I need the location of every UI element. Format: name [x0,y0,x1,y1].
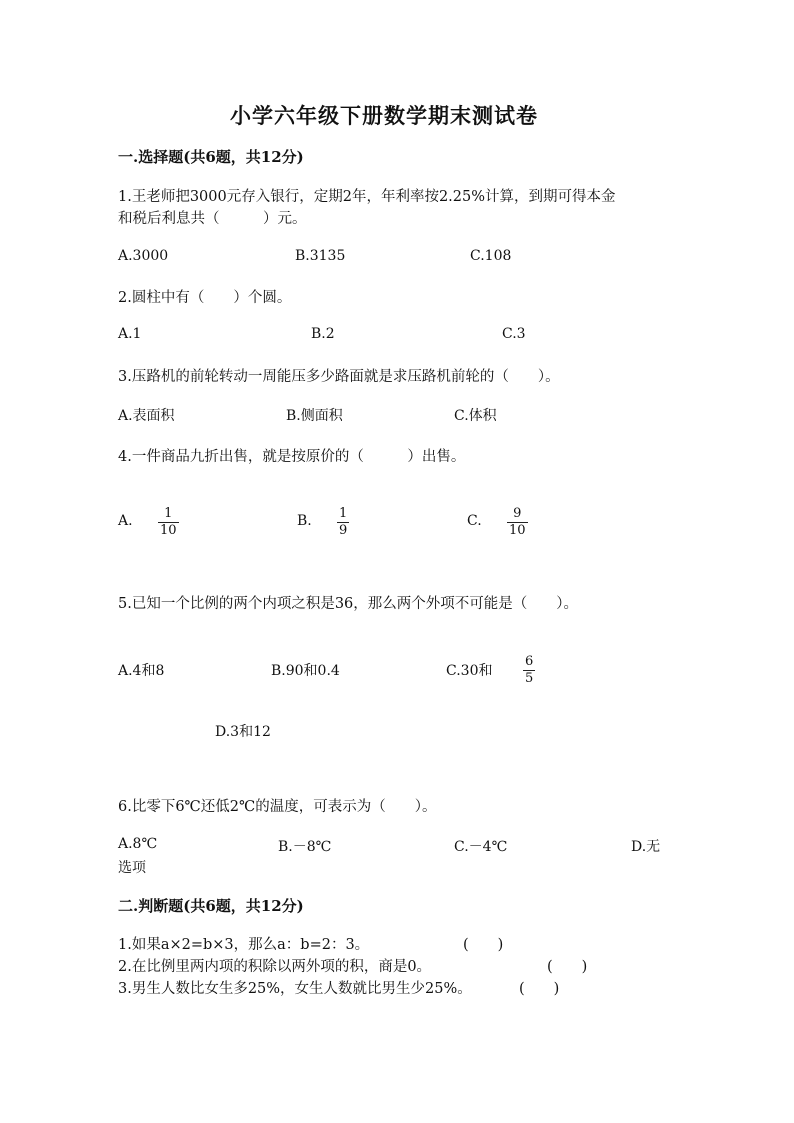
question-3: 3.压路机的前轮转动一周能压多少路面就是求压路机前轮的（ ）。 [118,369,560,385]
section-heading-judge: 二.判断题(共6题，共12分) [118,897,304,915]
fraction-denominator: 9 [339,523,348,538]
q2-option-c[interactable]: C.3 [502,326,526,342]
q4-option-a-label[interactable]: A. [118,513,133,529]
fraction-denominator: 10 [509,523,526,538]
judge-item-3: 3.男生人数比女生多25%，女生人数就比男生少25%。 [118,981,472,997]
judge-item-3-answer[interactable]: ( ) [519,981,560,997]
judge-item-2-answer[interactable]: ( ) [547,959,588,975]
q1-option-c[interactable]: C.108 [470,248,512,264]
fraction-numerator: 6 [525,654,534,669]
q3-option-a[interactable]: A.表面积 [118,408,175,424]
q6-option-b[interactable]: B.－8℃ [278,839,332,855]
question-5: 5.已知一个比例的两个内项之积是36，那么两个外项不可能是（ ）。 [118,596,579,612]
q6-option-d[interactable]: D.无 [631,839,661,855]
question-1-line-1: 1.王老师把3000元存入银行，定期2年，年利率按2.25%计算，到期可得本金 [118,189,616,205]
question-4: 4.一件商品九折出售，就是按原价的（ ）出售。 [118,449,466,465]
q1-option-b[interactable]: B.3135 [295,248,346,264]
q6-option-c[interactable]: C.－4℃ [454,839,508,855]
fraction-denominator: 10 [160,523,177,538]
q6-option-d-wrap: 选项 [118,860,146,876]
fraction-denominator: 5 [525,671,534,686]
question-6: 6.比零下6℃还低2℃的温度，可表示为（ ）。 [118,799,437,815]
q5-option-d[interactable]: D.3和12 [215,724,271,740]
q3-option-b[interactable]: B.侧面积 [286,408,343,424]
fraction-numerator: 1 [339,506,348,521]
q5-option-c-label[interactable]: C.30和 [446,663,493,679]
fraction-numerator: 1 [164,506,173,521]
q5-option-a[interactable]: A.4和8 [118,663,165,679]
q6-option-a[interactable]: A.8℃ [118,836,158,852]
q1-option-a[interactable]: A.3000 [118,248,169,264]
q4-option-b-label[interactable]: B. [297,513,312,529]
q4-option-c-label[interactable]: C. [467,513,482,529]
q2-option-b[interactable]: B.2 [311,326,335,342]
question-2: 2.圆柱中有（ ）个圆。 [118,290,292,306]
q4-option-a-fraction [158,507,179,538]
q5-option-c-fraction [523,655,535,686]
page-title: 小学六年级下册数学期末测试卷 [230,103,538,128]
q5-option-b[interactable]: B.90和0.4 [271,663,340,679]
q3-option-c[interactable]: C.体积 [454,408,497,424]
q2-option-a[interactable]: A.1 [118,326,142,342]
judge-item-2: 2.在比例里两内项的积除以两外项的积，商是0。 [118,959,432,975]
judge-item-1: 1.如果a×2=b×3，那么a：b=2：3。 [118,937,370,953]
fraction-numerator: 9 [513,506,522,521]
judge-item-1-answer[interactable]: ( ) [463,937,504,953]
question-1-line-2: 和税后利息共（ ）元。 [118,211,307,227]
section-heading-choice: 一.选择题(共6题，共12分) [118,148,304,166]
q4-option-c-fraction [507,507,528,538]
q4-option-b-fraction [337,507,349,538]
